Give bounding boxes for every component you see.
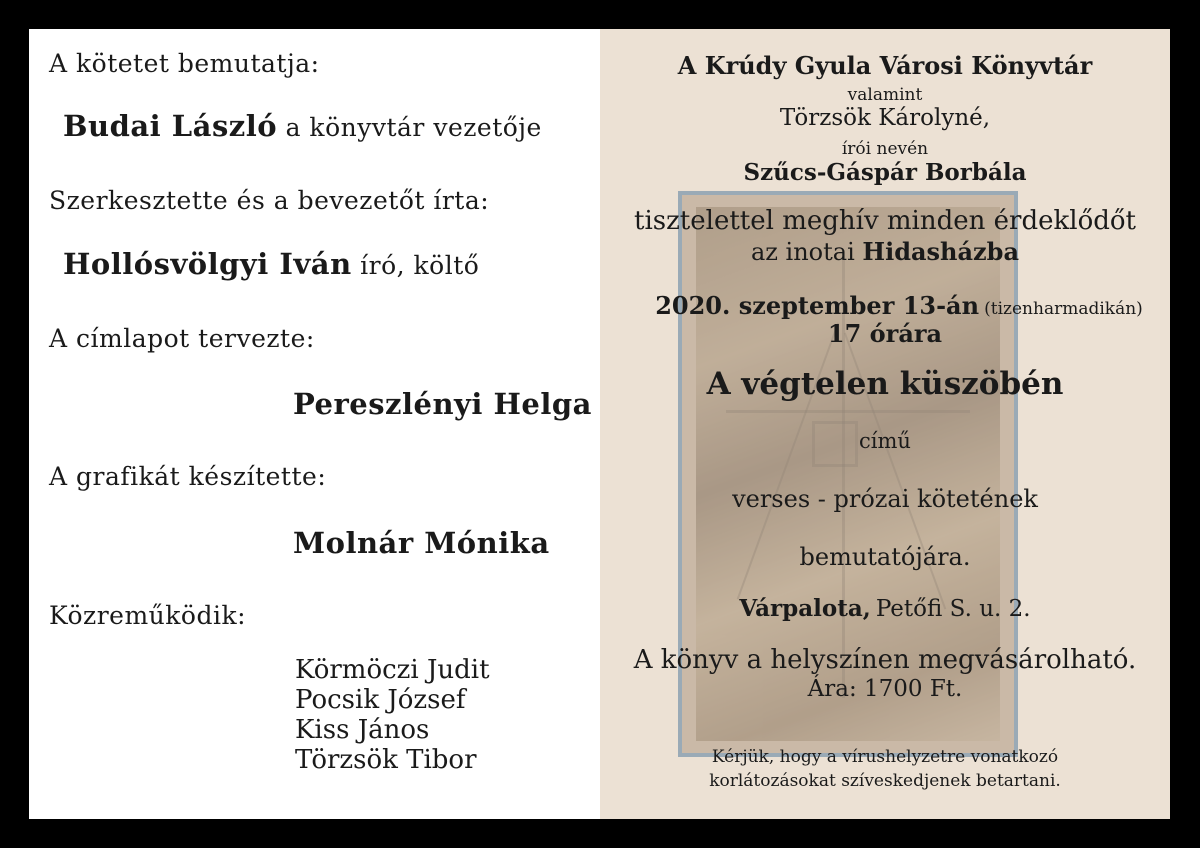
contributors-label: Közreműködik: xyxy=(49,601,247,630)
graphic-artist-name: Molnár Mónika xyxy=(293,526,550,560)
cover-label: A címlapot tervezte: xyxy=(49,324,315,353)
invite-prefix: az inotai xyxy=(750,238,855,266)
presenter-role: a könyvtár vezetője xyxy=(285,113,542,142)
invitation-panel xyxy=(600,29,1170,819)
presenter-line xyxy=(63,109,542,143)
contributor-name: Körmöczi Judit xyxy=(295,655,490,685)
invitation-card xyxy=(29,29,1170,819)
contributor-name: Pocsik József xyxy=(295,685,466,715)
date-line xyxy=(614,291,1170,320)
titled-word: című xyxy=(859,429,911,453)
graphic-label: A grafikát készítette: xyxy=(49,462,327,491)
editor-role: író, költő xyxy=(360,251,480,280)
presenter-label: A kötetet bemutatja: xyxy=(49,49,320,78)
street-address: Petőfi S. u. 2. xyxy=(875,596,1031,622)
purchase-info: A könyv a helyszínen megvásárolható. xyxy=(633,645,1137,675)
book-price: Ára: 1700 Ft. xyxy=(807,676,963,702)
person-name: Törzsök Károlyné, xyxy=(779,105,991,131)
editor-line xyxy=(63,247,479,281)
contributor-name: Törzsök Tibor xyxy=(295,745,477,775)
host-name: A Krúdy Gyula Városi Könyvtár xyxy=(677,51,1093,80)
address-line xyxy=(600,595,1170,622)
event-type: bemutatójára. xyxy=(799,543,971,571)
event-time: 17 órára xyxy=(827,319,943,348)
invite-line-1: tisztelettel meghív minden érdeklődőt xyxy=(634,206,1136,236)
cover-designer-name: Pereszlényi Helga xyxy=(293,387,592,421)
contributor-name: Kiss János xyxy=(295,715,430,745)
pen-name-label: írói nevén xyxy=(841,139,929,159)
date-note: (tizenharmadikán) xyxy=(984,299,1143,319)
credits-panel xyxy=(29,29,600,819)
contributors-list xyxy=(295,655,490,775)
pen-name: Szűcs-Gáspár Borbála xyxy=(743,159,1027,186)
venue-name: Hidasházba xyxy=(862,237,1020,266)
city-name: Várpalota, xyxy=(739,595,871,622)
presenter-name: Budai László xyxy=(63,109,278,143)
editor-name: Hollósvölgyi Iván xyxy=(63,247,352,281)
invite-line-2 xyxy=(600,237,1170,266)
conjunction: valamint xyxy=(847,85,923,105)
editor-label: Szerkesztette és a bevezetőt írta: xyxy=(49,186,490,215)
notice-line-2: korlátozásokat szíveskedjenek betartani. xyxy=(709,771,1061,791)
book-genre: verses - prózai kötetének xyxy=(732,485,1038,513)
notice-line-1: Kérjük, hogy a vírushelyzetre vonatkozó xyxy=(711,747,1059,767)
event-date: 2020. szeptember 13-án xyxy=(655,291,980,320)
book-title: A végtelen küszöbén xyxy=(706,366,1064,402)
